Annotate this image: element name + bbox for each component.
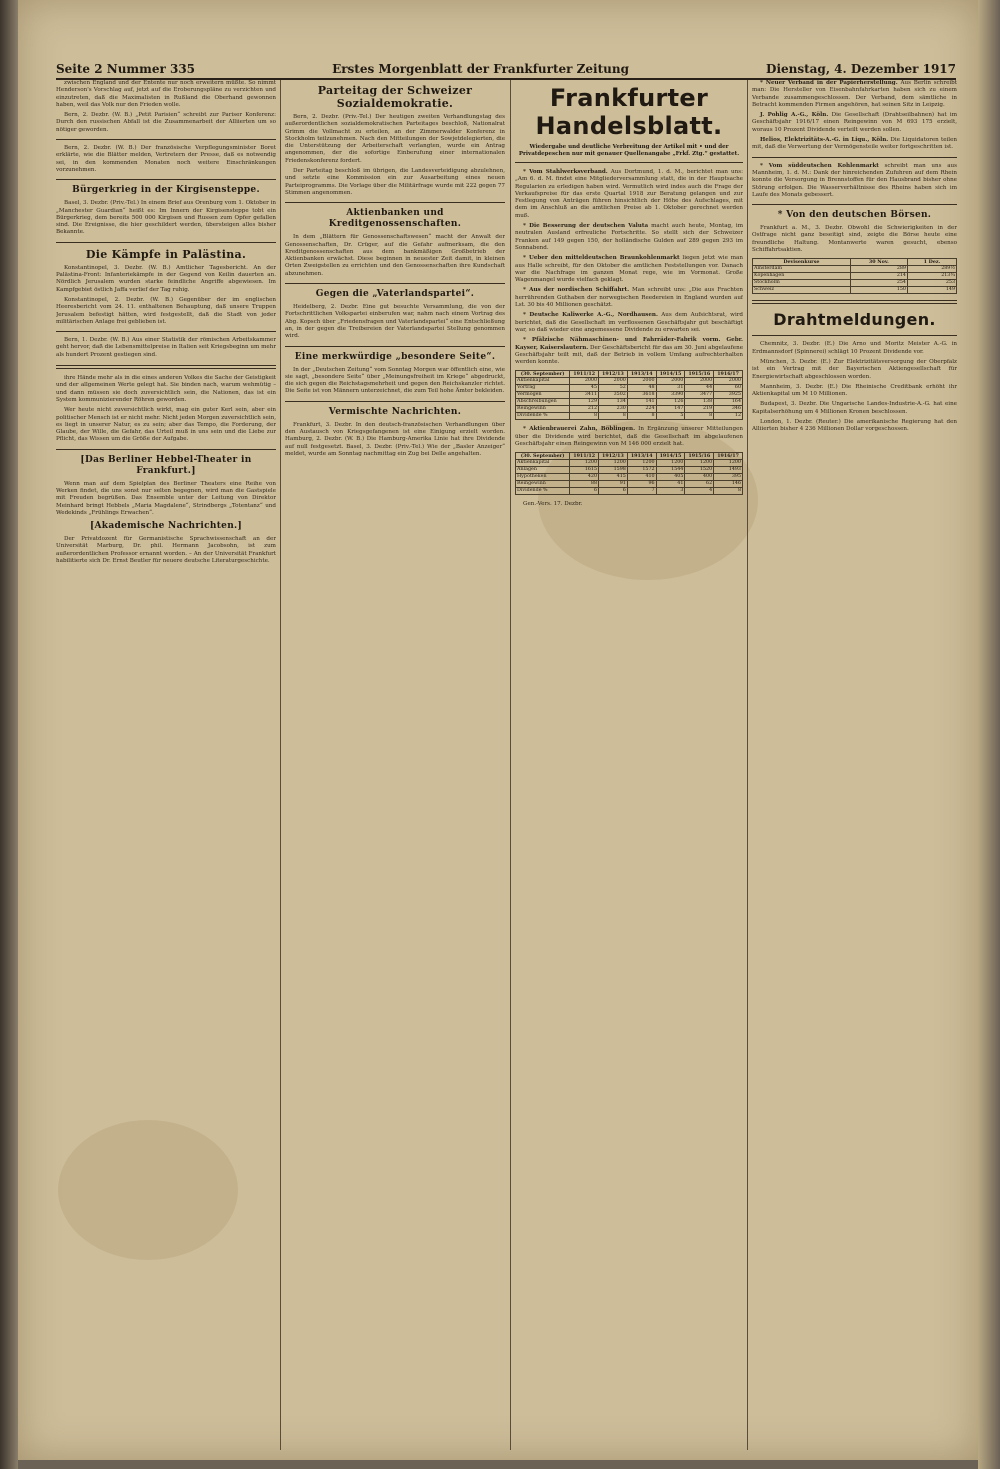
- table-cell: 213¾: [907, 273, 956, 280]
- table-cell: 6: [599, 488, 628, 495]
- article-text: Wer heute nicht zuversichtlich wirkt, mag ein guter Kerl sein, aber ein politischer Mensch ist er nicht mehr. Nicht jeden Morgen zuversichtlich sein, es liegt in unserer Natur, es zu sein; aber das Tempo, die Forderung, der Glaube, der Wille, die Gefahr, das Urteil muß in uns sein und die Liebe zur Pflicht, das Wissen um die Größe der Aufgabe.: [56, 407, 276, 443]
- table-row: [516, 488, 743, 495]
- article-text: Konstantinopel, 3. Dezbr. (W. B.) Amtlicher Tagesbericht. An der Palästina-Front: Infanteriekämpfe in der Gegend von Keilin dauerten an. Nördlich Jerusalem wurden starke feindliche Angriffe abgewiesen. Im Kampfgebiet östlich Jaffa verlief der Tag ruhig.: [56, 264, 276, 293]
- divider: [56, 331, 276, 332]
- divider: [752, 335, 957, 336]
- article: [752, 112, 957, 134]
- article-title: Die Kämpfe in Palästina.: [85, 247, 247, 261]
- article-text: [515, 255, 743, 284]
- article-title: * Vom süddeutschen Kohlenmarkt: [760, 162, 879, 169]
- table-cell: 126: [656, 399, 685, 406]
- article-text: [515, 312, 743, 334]
- table-cell: 88: [570, 481, 599, 488]
- article-title: Aktienbanken und Kreditgenossenschaften.: [328, 208, 462, 230]
- table-cell: 3502: [599, 392, 628, 399]
- article-text: [515, 169, 743, 220]
- divider: [285, 346, 505, 347]
- divider: [56, 242, 276, 243]
- table-cell: 1520: [685, 467, 714, 474]
- article-text: Basel, 3. Dezbr. (Priv.-Tel.) In einem Brief aus Orenburg vom 1. Oktober in „Manchester Guardian“ heißt es: Im Innern der Kirgisensteppe tobt ein Bürgerkrieg, dem bereits 500 000 Kirgisen und Russen zum Opfer gefallen sind. Die Ereignisse, die hier geschildert werden, übersteigen alles bisher Bekannte.: [56, 200, 276, 236]
- table-cell: 141: [627, 399, 656, 406]
- article: [285, 407, 505, 458]
- article-text: Konstantinopel, 2. Dezbr. (W. B.) Gegenüber der im englischen Heeresbericht vom 24. 11. enthaltenen Behauptung, daß unsere Truppen Jerusalem befestigt hätten, wird festgestellt, daß die Stadt von jeder militärischen Anlage frei geblieben ist.: [56, 296, 276, 325]
- table-cell: 1615: [570, 467, 599, 474]
- article-body: Man schreibt uns: „Die aus Frachten herrührenden Guthaben der norwegischen Reedereien in England wurden auf Lst. 30 bis 40 Millionen geschätzt.: [515, 287, 743, 309]
- table-row: [516, 399, 743, 406]
- table-cell: Dividende %: [516, 488, 570, 495]
- table-row: [516, 378, 743, 385]
- table-header-cell: 1914/15: [656, 453, 685, 460]
- table-cell: 96: [627, 481, 656, 488]
- article-body: In Ergänzung unserer Mitteilungen über die Dividende wird berichtet, daß die Gesellschaft im abgelaufenen Geschäftsjahr einen Reingewinn von M 146 000 erzielt hat.: [515, 426, 743, 448]
- table-header-cell: 1913/14: [627, 371, 656, 378]
- article-title: [Akademische Nachrichten.]: [89, 521, 243, 532]
- table-cell: 2000: [714, 378, 743, 385]
- table-cell: 219: [685, 406, 714, 413]
- article-text: ihre Hände mehr als in die eines anderen Volkes die Sache der Geistigkeit und der allgemeinen Werte gelegt hat. Sie binden nach, warum wehmütig – und dann müssen sie doch zuversichtlich sein, die Nationen, das ist ein System kommunizierender Röhren geworden.: [56, 375, 276, 403]
- table-header-cell: (30. September): [516, 453, 570, 460]
- column-rule: [510, 80, 511, 1450]
- table-header-cell: 1915/16: [685, 371, 714, 378]
- table-footnote: Gen.-Vers. 17. Dezbr.: [523, 501, 583, 508]
- article-title: * Aktienbrauerei Zahn, Böblingen.: [523, 426, 636, 433]
- article-text: In der „Deutschen Zeitung“ vom Sonntag Morgen war öffentlich eine, wie sie sagt, „besondere Seite“ über „Meinungsfreiheit im Kriege“ abgedruckt, die sich gegen die Reichstagsmehrheit und gegen den Reichskanzler richtet. Die Seite ist von Männern unterzeichnet, die zum Teil hohe Ämter bekleiden.: [285, 366, 505, 395]
- table-cell: 400: [685, 474, 714, 481]
- table-row: [753, 273, 957, 280]
- table-cell: 8: [714, 488, 743, 495]
- article-body: Die Gesellschaft (Drahtseilbahnen) hat im Geschäftsjahr 1916/17 einen Reingewinn von M 693 175 erzielt, woraus 10 Prozent Dividende verteilt werden sollen.: [752, 112, 957, 133]
- table-row: [516, 385, 743, 392]
- article: [56, 145, 276, 174]
- article: [515, 255, 743, 284]
- article: [56, 375, 276, 404]
- table-cell: 4: [685, 488, 714, 495]
- financial-table-2: [515, 452, 743, 495]
- article-title: [Das Berliner Hebbel-Theater in Frankfurt.]: [80, 454, 252, 476]
- table-header-cell: 1913/14: [627, 453, 656, 460]
- table-header-cell: (30. September): [516, 371, 570, 378]
- article: [56, 407, 276, 443]
- divider: [752, 157, 957, 158]
- table-cell: 230: [599, 406, 628, 413]
- table-cell: 1200: [627, 460, 656, 467]
- table-cell: Reingewinn: [516, 481, 570, 488]
- table-cell: 214: [850, 273, 907, 280]
- article-body: Aus Berlin schreibt man: Die Hersteller von Eisenbahnfahrkarten haben sich zu einem Verbande zusammengeschlossen. Der Verband, dem sämtliche in Betracht kommenden Firmen angehören, hat seinen Sitz in Leipzig.: [752, 80, 957, 108]
- table-header-cell: 30 Nov.: [850, 259, 907, 266]
- article: [285, 168, 505, 197]
- column-3: [515, 80, 743, 512]
- scan-left-edge: [0, 0, 18, 1469]
- article-title: Gegen die „Vaterlandspartei“.: [315, 289, 475, 300]
- article-text: Frankfurt a. M., 3. Dezbr. Obwohl die Schwierigkeiten in der Ostfrage nicht ganz beseitigt sind, zeigte die Börse heute eine freundliche Haltung. Montanwerte waren gesucht, ebenso Schiffahrtsaktien.: [752, 225, 957, 254]
- article-title: * Aus der nordischen Schiffahrt.: [523, 287, 630, 294]
- table-cell: 146: [714, 481, 743, 488]
- section-divider: [56, 365, 276, 369]
- table-row: [753, 266, 957, 273]
- article-text: Der Parteitag beschloß im übrigen, die Landesverteidigung abzulehnen, und setzte eine Kommission ein zur Ausarbeitung eines neuen Parteiprogramms. Die Vorlage über die Militärfrage wurde mit 222 gegen 77 Stimmen angenommen.: [285, 168, 505, 196]
- article-text: Budapest, 3. Dezbr. Die Ungarische Landes-Industrie-A.-G. hat eine Kapitalserhöhung um 4 Millionen Kronen beschlossen.: [752, 401, 957, 415]
- article-body: schreibt man uns aus Mannheim, 1. d. M.: Dank der hinreichenden Zufuhren auf dem Rhein konnte die Versorgung in Brennstoffen für den Hausbrand bisher ohne Störung erfolgen. Die Wasserverhältnisse des Rheins haben sich im Laufe des Monats gebessert.: [752, 162, 957, 198]
- article-body: Aus Dortmund, 1. d. M., berichtet man uns: „Am 6. d. M. findet eine Mitgliederversammlung statt, die in der Hauptsache Regularien zu erledigen haben wird. Vermutlich wird indes auch die Frage der Verkaufspreise für das erste Quartal 1918 zur Beratung gelangen und zur Festlegung von Anträgen führen hinsichtlich der Höhe des Aufschlages, mit dem im Anschluß an die amtlichen Preise ab 1. Oktober gerechnet werden muß.: [515, 169, 743, 219]
- table-cell: 45: [570, 385, 599, 392]
- section-title: Drahtmeldungen.: [773, 310, 936, 330]
- article: [56, 337, 276, 359]
- table-cell: 91: [599, 481, 628, 488]
- table-cell: Reingewinn: [516, 406, 570, 413]
- article-text: Bern, 1. Dezbr. (W. B.) Aus einer Statistik der römischen Arbeitskammer geht hervor, daß die Lebensmittelpreise in Italien seit Kriegsbeginn um mehr als hundert Prozent gestiegen sind.: [56, 337, 276, 358]
- article-text: [752, 137, 957, 152]
- article-text: London, 1. Dezbr. (Reuter.) Die amerikanische Regierung hat den Alliierten bisher 4 236 Millionen Dollar vorgeschossen.: [752, 419, 957, 433]
- article: [515, 169, 743, 220]
- table-cell: 212: [570, 406, 599, 413]
- article-text: Heidelberg, 2. Dezbr. Eine gut besuchte Versammlung, die von der Fortschrittlichen Volkspartei einberufen war, nahm nach einem Vortrag des Abg. Kopsch über „Friedensfragen und Vaterlandspartei“ eine Entschließung an, in der gegen die Treibereien der Vaterlandspartei Stellung genommen wird.: [285, 304, 505, 340]
- table-cell: 289: [850, 266, 907, 273]
- divider: [752, 204, 957, 205]
- table-cell: 254: [850, 280, 907, 287]
- table-cell: 2000: [685, 378, 714, 385]
- article-title: * Vom Stahlwerksverband.: [523, 169, 608, 175]
- article-text: München, 3. Dezbr. (E.) Zur Elektrizitätsversorgung der Oberpfalz ist ein Vertrag mit der Bayerischen Aktiengesellschaft für Energiewirtschaft abgeschlossen worden.: [752, 358, 957, 380]
- devisen-table: [752, 258, 957, 294]
- column-rule: [747, 80, 748, 1450]
- table-cell: Stockholm: [753, 280, 851, 287]
- table-header-row: [516, 453, 743, 460]
- table-cell: 31: [656, 385, 685, 392]
- article: [285, 352, 505, 396]
- table-header-cell: 1911/12: [570, 371, 599, 378]
- table-cell: 164: [714, 399, 743, 406]
- table-cell: 1200: [656, 460, 685, 467]
- table-cell: Abschreibungen: [516, 399, 570, 406]
- table-cell: 8: [685, 413, 714, 420]
- table-header-cell: 1912/13: [599, 453, 628, 460]
- table-row: [753, 280, 957, 287]
- table-cell: 289½: [907, 266, 956, 273]
- article: [56, 455, 276, 517]
- table-cell: 6: [570, 488, 599, 495]
- table-cell: 48: [627, 385, 656, 392]
- table-header-cell: 1916/17: [714, 453, 743, 460]
- article-text: [752, 80, 957, 109]
- table-cell: 3: [656, 488, 685, 495]
- table-cell: 12: [714, 413, 743, 420]
- article-text: Bern, 2. Dezbr. (W. B.) Der französische Verpflegungsminister Boret erklärte, wie die Blätter melden, Vertretern der Presse, daß es notwendig sei, in den kommenden Monaten noch weitere Einschränkungen vorzunehmen.: [56, 145, 276, 173]
- table-cell: 3411: [570, 392, 599, 399]
- article-title: * Neuer Verband in der Papierherstellung.: [760, 80, 898, 86]
- table-cell: 62: [685, 481, 714, 488]
- table-header-row: [516, 371, 743, 378]
- article: [752, 163, 957, 199]
- article: [515, 337, 743, 366]
- table-cell: Vermögen: [516, 392, 570, 399]
- article-text: [752, 112, 957, 134]
- article-text: Frankfurt, 3. Dezbr. In den deutsch-französischen Verhandlungen über den Austausch von Kriegsgefangenen ist eine Einigung erzielt worden. Hamburg, 2. Dezbr. (W. B.) Die Hamburg-Amerika Linie hat ihre Dividende auf null festgesetzt. Basel, 3. Dezbr. (Priv.-Tel.) Wie der „Basler Anzeiger“ meldet, wurde am Sonntag nachmittag ein Zug bei Delle angehalten.: [285, 421, 505, 457]
- article-title: * Pfälzische Nähmaschinen- und Fahrräder-Fabrik vorm. Gebr. Kayser, Kaiserslautern.: [515, 337, 743, 351]
- table-cell: Aktienkapital: [516, 378, 570, 385]
- table-cell: 8: [570, 413, 599, 420]
- table-cell: 3390: [656, 392, 685, 399]
- article-title: J. Pohlig A.-G., Köln.: [760, 112, 829, 119]
- article-body: Die Liquidatoren teilen mit, daß die Verwertung der Vermögensteile weiter fortgeschritten ist.: [752, 137, 957, 151]
- table-row: [516, 460, 743, 467]
- scan-right-edge: [978, 0, 1000, 1469]
- article-title: Eine merkwürdige „besondere Seite“.: [294, 351, 496, 362]
- table-cell: Amsterdam: [753, 266, 851, 273]
- section-subtitle: Wiedergabe und deutliche Verbreitung der Artikel mit • und der Privatdepeschen nur mit genauer Quellenangabe „Frkf. Ztg.“ gestattet.: [515, 144, 743, 163]
- divider: [285, 283, 505, 284]
- table-cell: 138: [685, 399, 714, 406]
- table-cell: 2000: [656, 378, 685, 385]
- table-row: [516, 474, 743, 481]
- article-title: Helios, Elektrizitäts-A.-G. in Liqu., Köln.: [760, 137, 889, 144]
- table-header-cell: 1911/12: [570, 453, 599, 460]
- article-text: [515, 223, 743, 252]
- header-page-number: Seite 2 Nummer 335: [56, 62, 196, 76]
- table-cell: 420: [570, 474, 599, 481]
- table-cell: 410: [627, 474, 656, 481]
- article: [515, 223, 743, 252]
- article-body: Aus dem Aufsichtsrat, wird berichtet, daß die Gesellschaft im verflossenen Geschäftsjahr gut beschäftigt war, so daß wieder eine angemessene Dividende zu erwarten sei.: [515, 312, 743, 333]
- table-cell: 1200: [599, 460, 628, 467]
- table-row: [516, 413, 743, 420]
- table-cell: 52: [599, 385, 628, 392]
- article-text: Bern, 2. Dezbr. (Priv.-Tel.) Der heutigen zweiten Verhandlungstag des außerordentlichen sozialdemokratischen Parteitages beschloß, Nationalrat Grimm die Vollmacht zu erteilen, an der Zimmerwalder Konferenz in Stockholm teilzunehmen. Nach den Mitteilungen der Sowjetdelegierten, die die Unterstützung der Arbeiterschaft verlangten, wurde ein Antrag angenommen, der die sofortige Einberufung einer internationalen Friedenskonferenz fordert.: [285, 114, 505, 164]
- table-row: [516, 392, 743, 399]
- table-cell: 3477: [685, 392, 714, 399]
- page-header: [56, 52, 956, 80]
- table-cell: Dividende %: [516, 413, 570, 420]
- column-2: [285, 80, 505, 461]
- table-cell: 150: [850, 287, 907, 294]
- table-cell: 3618: [627, 392, 656, 399]
- table-cell: 1200: [685, 460, 714, 467]
- article: [752, 137, 957, 152]
- article: [56, 185, 276, 236]
- article: [752, 80, 957, 109]
- column-1: [56, 80, 276, 568]
- table-cell: 149: [907, 287, 956, 294]
- article-title: * Deutsche Kaliwerke A.-G., Nordhausen.: [523, 312, 658, 319]
- article: [56, 297, 276, 326]
- section-title: Frankfurter Handelsblatt.: [535, 84, 723, 140]
- article-text: Chemnitz, 3. Dezbr. (E.) Die Arno und Moritz Meister A.-G. in Erdmannsdorf (Spinnerei) schlägt 10 Prozent Dividende vor.: [752, 341, 957, 355]
- table-cell: 2000: [570, 378, 599, 385]
- table-cell: 405: [656, 474, 685, 481]
- table-cell: 253: [907, 280, 956, 287]
- divider: [56, 179, 276, 180]
- article: [285, 208, 505, 278]
- article-text: Der Privatdozent für Germanistische Sprachwissenschaft an der Universität Marburg, Dr. phil. Hermann Jacobsohn, ist zum außerordentlichen Professor ernannt worden. – An der Universität Frankfurt habilitierte sich Dr. Ernst Beutler für neuere deutsche Literaturgeschichte.: [56, 536, 276, 565]
- article-text: Mannheim, 3. Dezbr. (E.) Die Rheinische Creditbank erhöht ihr Aktienkapital um M 10 Millionen.: [752, 383, 957, 398]
- article-text: [515, 337, 743, 366]
- article-body: liegen jetzt wie man aus Halle schreibt, für den Oktober die amtlichen Feststellungen vor. Danach war die Nachfrage im ganzen Monat rege, wie im Vormonat. Große Wagenmangel wurde vielfach geklagt.: [515, 255, 743, 284]
- article-text: [752, 163, 957, 199]
- article: [515, 287, 743, 309]
- table-row: [516, 406, 743, 413]
- table-header-cell: 1912/13: [599, 371, 628, 378]
- article: [285, 84, 505, 165]
- table-row: [516, 481, 743, 488]
- article-title: * Die Besserung der deutschen Valuta: [523, 223, 649, 230]
- table-cell: Schweiz: [753, 287, 851, 294]
- table-cell: Kopenhagen: [753, 273, 851, 280]
- table-cell: 134: [599, 399, 628, 406]
- table-cell: 415: [599, 474, 628, 481]
- article: [515, 312, 743, 334]
- table-cell: 1598: [599, 467, 628, 474]
- article-text: zwischen England und der Entente nur noch erweitern müßte. So nimmt Henderson's Vorschlag auf, jetzt auf die Eroberungspläne zu verzichten und einzutreten, daß die Maximalisten in Rußland die Oberhand gewonnen haben, weil das Volk nur den Frieden wolle.: [56, 80, 276, 108]
- divider: [56, 139, 276, 140]
- table-cell: 1200: [570, 460, 599, 467]
- article: [56, 112, 276, 134]
- table-cell: 7: [627, 488, 656, 495]
- table-cell: 129: [570, 399, 599, 406]
- table-cell: 8: [599, 413, 628, 420]
- divider: [56, 449, 276, 450]
- header-date: Dienstag, 4. Dezember 1917: [766, 62, 956, 76]
- column-4: [752, 80, 957, 437]
- table-cell: 147: [656, 406, 685, 413]
- table-cell: 1572: [627, 467, 656, 474]
- table-cell: 224: [627, 406, 656, 413]
- article-title: * Von den deutschen Börsen.: [777, 210, 932, 221]
- table-cell: Hypotheken: [516, 474, 570, 481]
- article-body: Der Geschäftsbericht für das am 30. Juni abgelaufene Geschäftsjahr teilt mit, daß der Betrieb in vollem Umfang aufrechterhalten werden konnte.: [515, 344, 743, 366]
- article-text: [515, 287, 743, 309]
- table-header-row: [753, 259, 957, 266]
- article-text: Bern, 2. Dezbr. (W. B.) „Petit Parisien“ schreibt zur Pariser Konferenz: Durch den russischen Abfall ist die Zusammenarbeit der Alliierten um so nötiger geworden.: [56, 112, 276, 133]
- section-divider: [752, 300, 957, 304]
- article-title: Parteitag der Schweizer Sozialdemokratie.: [317, 84, 473, 110]
- table-header-cell: 1915/16: [685, 453, 714, 460]
- article-text: [515, 426, 743, 448]
- article-title: Vermischte Nachrichten.: [328, 406, 462, 417]
- table-row: [753, 287, 957, 294]
- article: [752, 210, 957, 254]
- article-title: * Ueber den mitteldeutschen Braunkohlenmarkt: [523, 255, 680, 262]
- table-header-cell: 1914/15: [656, 371, 685, 378]
- table-header-cell: 1 Dez.: [907, 259, 956, 266]
- article-title: Bürgerkrieg in der Kirgisensteppe.: [72, 185, 260, 196]
- article: [285, 289, 505, 340]
- article: [56, 248, 276, 294]
- table-cell: 5: [656, 413, 685, 420]
- article-text: In dem „Blättern für Genossenschaftswesen“ macht der Anwalt der Genossenschaften, Dr. Crüger, auf die Gefahr aufmerksam, die den Kreditgenossenschaften aus dem bankmäßigen Großbetrieb der Aktienbanken erwächst. Diese beginnen in neuester Zeit damit, in kleinen Orten Zweigstellen zu errichten und den Genossenschaften ihre Kundschaft abzunehmen.: [285, 234, 505, 277]
- table-header-cell: 1916/17: [714, 371, 743, 378]
- financial-table-1: [515, 370, 743, 420]
- table-cell: 60: [714, 385, 743, 392]
- table-cell: Anlagen: [516, 467, 570, 474]
- table-cell: 1200: [714, 460, 743, 467]
- table-cell: 41: [656, 481, 685, 488]
- table-cell: 44: [685, 385, 714, 392]
- article-body: macht auch heute, Montag, im neutralen Ausland erfreuliche Fortschritte. So stellt sich der Schweizer Franken auf 149 gegen 150, der holländische Gulden auf 289 gegen 293 im Sonnabend.: [515, 223, 743, 251]
- header-masthead: Erstes Morgenblatt der Frankfurter Zeitung: [332, 62, 629, 76]
- table-cell: 3925: [714, 392, 743, 399]
- table-cell: 2000: [627, 378, 656, 385]
- paper-stain: [58, 1120, 238, 1260]
- table-row: [516, 467, 743, 474]
- table-cell: Aktienkapital: [516, 460, 570, 467]
- divider: [285, 401, 505, 402]
- table-header-cell: Devisenkurse: [753, 259, 851, 266]
- table-cell: Vortrag: [516, 385, 570, 392]
- table-cell: 1544: [656, 467, 685, 474]
- table-cell: 2000: [599, 378, 628, 385]
- article: [56, 521, 276, 565]
- article: [515, 426, 743, 448]
- column-rule: [280, 80, 281, 1450]
- article-text: Wenn man auf dem Spielplan des Berliner Theaters eine Reihe von Werken findet, die uns sonst nur selten begegnen, wird man die Gastspiele mit Freuden begrüßen. Das Ensemble unter der Leitung von Direktor Meinhard bringt Hebbels „Maria Magdalene“, Strindbergs „Totentanz“ und Wedekinds „Frühlings Erwachen“.: [56, 480, 276, 516]
- table-cell: 1493: [714, 467, 743, 474]
- table-cell: 395: [714, 474, 743, 481]
- divider: [285, 202, 505, 203]
- table-cell: 346: [714, 406, 743, 413]
- table-cell: 8: [627, 413, 656, 420]
